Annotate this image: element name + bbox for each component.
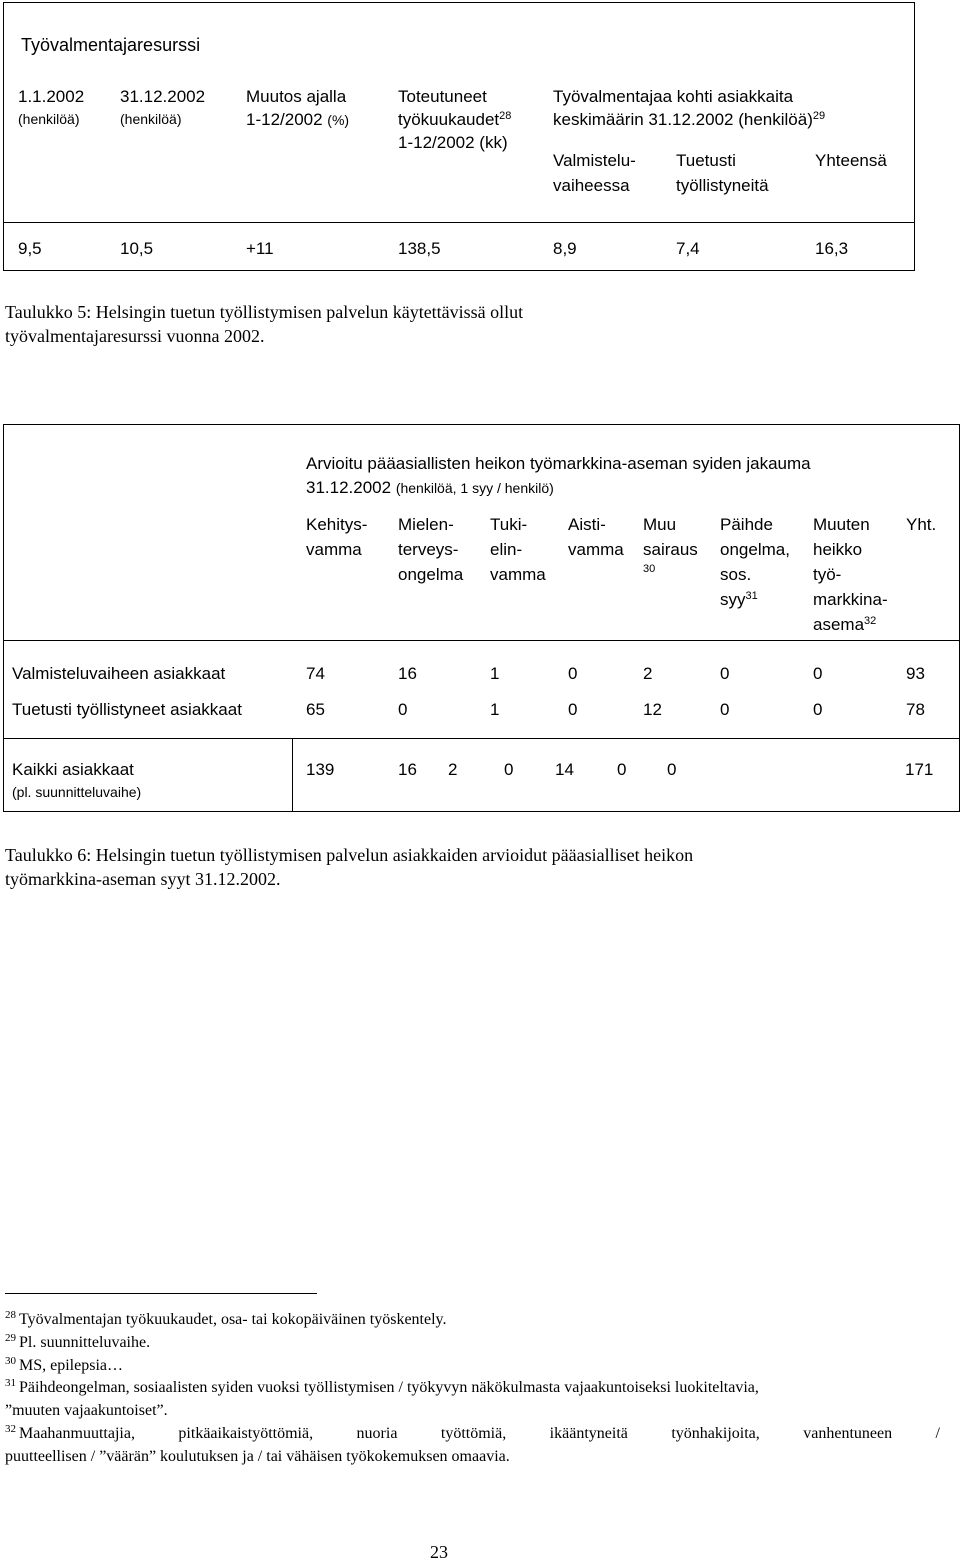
table-cell: 2 xyxy=(643,664,653,683)
column-header-8: Yht. xyxy=(906,515,937,534)
total-row-label: Kaikki asiakkaat (pl. suunnitteluvaihe) xyxy=(12,760,142,800)
total-cell: 16 xyxy=(398,760,417,779)
table-6-divider-label xyxy=(292,738,293,812)
table-5-value-start: 9,5 xyxy=(18,239,42,258)
table-cell: 0 xyxy=(813,664,823,683)
column-header-2: Mielen- terveys- ongelma xyxy=(398,515,464,584)
table-cell: 0 xyxy=(398,700,408,719)
table-6-divider-total xyxy=(3,738,960,739)
total-cell: 2 xyxy=(448,760,458,779)
footnote-29: $^{29}$ Pl. suunnitteluvaihe. xyxy=(5,1332,151,1351)
col-header-per-coach: Työvalmentajaa kohti asiakkaita keskimäärin 31.12.2002 (henkilöä)$^{29}$ xyxy=(553,87,826,129)
col-header-workmonths: Toteutuneet työkuukaudet$^{28}$ 1-12/2002 (kk) xyxy=(398,87,512,152)
subheader-employed: Tuetusti työllistyneitä xyxy=(676,151,769,195)
table-cell: 74 xyxy=(306,664,325,683)
table-cell: 0 xyxy=(813,700,823,719)
total-cell: 0 xyxy=(617,760,627,779)
footnote-28: $^{28}$ Työvalmentajan työkuukaudet, osa- tai kokopäiväinen työskentely. xyxy=(5,1309,447,1328)
total-cell: 14 xyxy=(555,760,574,779)
total-cell: 0 xyxy=(504,760,514,779)
total-cell: 0 xyxy=(667,760,677,779)
footnote-31: $^{31}$ Päihdeongelman, sosiaalisten syiden vuoksi työllistymisen / työkyvyn näkökulmasta vajaakuntoiseksi luokiteltavia, ”muuten vajaakuntoiset”. xyxy=(5,1377,759,1419)
page-number: 23 xyxy=(430,1542,448,1562)
col-header-end: 31.12.2002 (henkilöä) xyxy=(120,87,206,127)
subheader-total: Yhteensä xyxy=(815,151,887,170)
table-cell: 0 xyxy=(720,664,730,683)
table-6-divider-header xyxy=(3,640,960,641)
caption-table-6: Taulukko 6: Helsingin tuetun työllistymisen palvelun asiakkaiden arvioidut pääasialliset heikon työmarkkina-aseman syyt 31.12.2002. xyxy=(5,845,694,889)
column-header-7: Muuten heikko työ- markkina- asema$^{32}$ xyxy=(813,515,888,634)
table-6-header: Arvioitu pääasiallisten heikon työmarkkina-aseman syiden jakauma 31.12.2002 (henkilöä, 1 syy / henkilö) xyxy=(306,454,811,497)
caption-table-5: Taulukko 5: Helsingin tuetun työllistymisen palvelun käytettävissä ollut työvalmentajaresurssi vuonna 2002. xyxy=(5,302,524,346)
table-cell: 1 xyxy=(490,664,500,683)
col-header-start: 1.1.2002 (henkilöä) xyxy=(18,87,85,127)
table-cell: 65 xyxy=(306,700,325,719)
total-cell: 139 xyxy=(306,760,335,779)
table-5-value-employed: 7,4 xyxy=(676,239,700,258)
col-header-change: Muutos ajalla 1-12/2002 (%) xyxy=(246,87,350,129)
table-cell: 78 xyxy=(906,700,925,719)
table-5-value-end: 10,5 xyxy=(120,239,154,258)
footnote-30: $^{30}$ MS, epilepsia… xyxy=(5,1355,123,1374)
subheader-preparation: Valmistelu- vaiheessa xyxy=(553,151,636,195)
table-cell: 0 xyxy=(720,700,730,719)
table-5-divider xyxy=(3,222,915,223)
footnote-32: $^{32}$ Maahanmuuttajia, pitkäaikaistyöttömiä, nuoria työttömiä, ikääntyneitä työnhakijoita, vanhentuneen / puutteellisen / ”väärän” koulutuksen ja / tai vähäisen työkokemuksen omaavia. xyxy=(5,1423,940,1465)
row-label: Valmisteluvaiheen asiakkaat xyxy=(12,664,226,683)
table-5-value-workmonths: 138,5 xyxy=(398,239,441,258)
table-cell: 16 xyxy=(398,664,417,683)
column-header-5: Muu sairaus 30 xyxy=(643,515,698,575)
footnote-separator xyxy=(5,1293,317,1294)
column-header-4: Aisti- vamma xyxy=(568,515,624,559)
column-header-6: Päihde ongelma, sos. syy$^{31}$ xyxy=(720,515,790,609)
table-cell: 1 xyxy=(490,700,500,719)
table-cell: 0 xyxy=(568,700,578,719)
table-5-value-total: 16,3 xyxy=(815,239,849,258)
row-label: Tuetusti työllistyneet asiakkaat xyxy=(12,700,242,719)
table-cell: 12 xyxy=(643,700,662,719)
column-header-1: Kehitys- vamma xyxy=(306,515,368,559)
table-5-value-preparation: 8,9 xyxy=(553,239,577,258)
column-header-3: Tuki- elin- vamma xyxy=(490,515,546,584)
total-cell: 171 xyxy=(905,760,934,779)
table-cell: 93 xyxy=(906,664,925,683)
table-5-title: Työvalmentajaresurssi xyxy=(21,35,201,55)
table-cell: 0 xyxy=(568,664,578,683)
table-5-value-change: +11 xyxy=(246,239,274,258)
